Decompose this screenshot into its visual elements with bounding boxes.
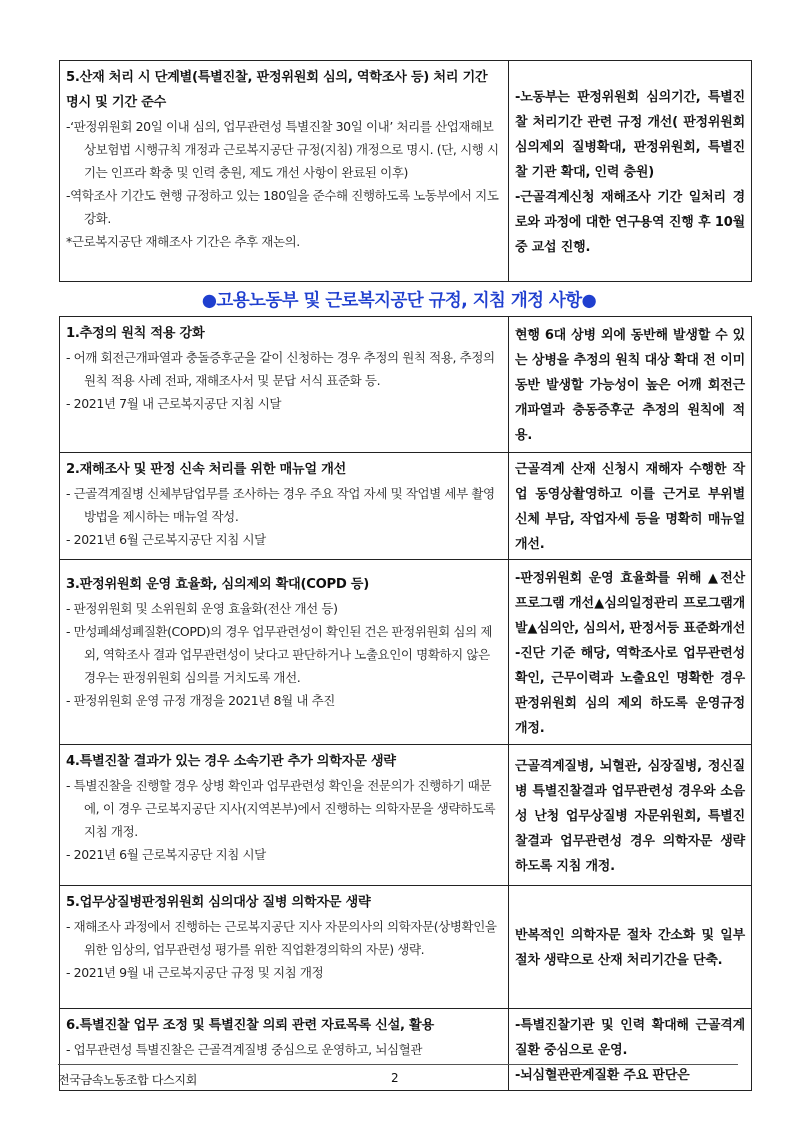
item-response-text: -판정위원회 운영 효율화를 위해 ▲전산프로그램 개선▲심의일정관리 프로그램개발▲심의안, 심의서, 판정서등 표준화개선 -진단 기준 해당, 역학조사로 업무관련성 확인, 근무이력과 노출요인 명확한 경우 판정위원회 심의 제외 하도록 운영규정 개정. <box>515 570 745 736</box>
top-item-content <box>60 61 509 282</box>
item-line: - 어깨 회전근개파열과 충돌증후군을 같이 신청하는 경우 추정의 원칙 적용, 추정의 원칙 적용 사례 전파, 재해조사서 및 문답 서식 표준화 등. <box>66 350 495 388</box>
item-response-text: 반복적인 의학자문 절차 간소화 및 일부 절차 생략으로 산재 처리기간을 단축. <box>515 928 745 968</box>
footer-organization: 전국금속노동조합 다스지회 <box>58 1073 198 1087</box>
item-content <box>60 560 509 745</box>
item-line: - 특별진찰을 진행할 경우 상병 확인과 업무관련성 확인을 전문의가 진행하기 때문에, 이 경우 근로복지공단 지사(지역본부)에서 진행하는 의학자문을 생략하도록 지침 개정. <box>66 778 496 839</box>
item-line: - 2021년 6월 근로복지공단 지침 시달 <box>66 847 266 862</box>
item-content <box>60 453 509 560</box>
table-row <box>60 61 752 282</box>
item-response <box>509 745 752 886</box>
item-line: - 판정위원회 운영 규정 개정을 2021년 8월 내 추진 <box>66 693 335 708</box>
item-line: - 만성폐쇄성폐질환(COPD)의 경우 업무관련성이 확인된 건은 판정위원회 심의 제외, 역학조사 결과 업무관련성이 낮다고 판단하거나 노출요인이 명확하지 않은 경우는 판정위원회 심의를 거치도록 개선. <box>66 624 493 685</box>
top-table <box>59 60 752 282</box>
item-line: - 판정위원회 및 소위원회 운영 효율화(전산 개선 등) <box>66 601 338 616</box>
top-item-title: 5.산재 처리 시 단계별(특별진찰, 판정위원회 심의, 역학조사 등) 처리 기간 명시 및 기간 준수 <box>66 70 488 110</box>
section-banner: ●고용노동부 및 근로복지공단 규정, 지침 개정 사항● <box>201 291 597 311</box>
item-response <box>509 886 752 1009</box>
table-row <box>60 453 752 560</box>
item-response <box>509 560 752 745</box>
page-number: 2 <box>391 1071 399 1085</box>
item-line: - 2021년 6월 근로복지공단 지침 시달 <box>66 532 266 547</box>
item-title: 1.추정의 원칙 적용 강화 <box>66 326 205 341</box>
item-line: - 업무관련성 특별진찰은 근골격계질병 중심으로 운영하고, 뇌심혈관 <box>66 1042 423 1057</box>
item-response-text: -특별진찰기관 및 인력 확대해 근골격계질환 중심으로 운영. -뇌심혈관관계질환 주요 판단은 <box>515 1018 745 1083</box>
item-title: 4.특별진찰 결과가 있는 경우 소속기관 추가 의학자문 생략 <box>66 754 396 769</box>
top-item-line: -‘판정위원회 20일 이내 심의, 업무관련성 특별진찰 30일 이내’ 처리를 산업재해보상보험법 시행규칙 개정과 근로복지공단 규정(지침) 개정으로 명시. (단, 시행 시기는 인프라 확충 및 인력 충원, 제도 개선 사항이 완료된 이후) <box>66 119 499 180</box>
regulation-table <box>59 316 752 1091</box>
item-line: - 2021년 9월 내 근로복지공단 규정 및 지침 개정 <box>66 965 324 980</box>
item-content <box>60 886 509 1009</box>
page-footer <box>58 1064 738 1089</box>
item-title: 6.특별진찰 업무 조정 및 특별진찰 의뢰 관련 자료목록 신설, 활용 <box>66 1018 434 1033</box>
item-response-text: 현행 6대 상병 외에 동반해 발생할 수 있는 상병을 추정의 원칙 대상 확대 전 이미 동반 발생할 가능성이 높은 어깨 회전근개파열과 충동증후군 추정의 원칙에 적용. <box>515 328 745 443</box>
item-title: 2.재해조사 및 판정 신속 처리를 위한 매뉴얼 개선 <box>66 462 346 477</box>
top-item-response-text: -노동부는 판정위원회 심의기간, 특별진찰 처리기간 관련 규정 개선( 판정위원회 심의제외 질병확대, 판정위원회, 특별진찰 기관 확대, 인력 충원) -근골격계신청 재해조사 기간 일처리 경로와 과정에 대한 연구용역 진행 후 10월 중 교섭 진행. <box>515 89 745 255</box>
item-response <box>509 453 752 560</box>
item-line: - 2021년 7월 내 근로복지공단 지침 시달 <box>66 396 282 411</box>
table-row <box>60 886 752 1009</box>
item-content <box>60 745 509 886</box>
top-item-line: -역학조사 기간도 현행 규정하고 있는 180일을 준수해 진행하도록 노동부에서 지도 강화. <box>66 188 499 226</box>
item-title: 5.업무상질병판정위원회 심의대상 질병 의학자문 생략 <box>66 895 371 910</box>
item-content <box>60 317 509 453</box>
item-response <box>509 317 752 453</box>
item-title: 3.판정위원회 운영 효율화, 심의제외 확대(COPD 등) <box>66 577 369 592</box>
table-row <box>60 560 752 745</box>
top-item-note: *근로복지공단 재해조사 기간은 추후 재논의. <box>66 234 300 249</box>
table-row <box>60 745 752 886</box>
item-line: - 근골격계질병 신체부담업무를 조사하는 경우 주요 작업 자세 및 작업별 세부 촬영방법을 제시하는 매뉴얼 작성. <box>66 486 495 524</box>
table-row <box>60 317 752 453</box>
item-line: - 재해조사 과정에서 진행하는 근로복지공단 지사 자문의사의 의학자문(상병확인을 위한 임상의, 업무관련성 평가를 위한 직업환경의학의 자문) 생략. <box>66 919 497 957</box>
item-response-text: 근골격계 산재 신청시 재해자 수행한 작업 동영상촬영하고 이를 근거로 부위별 신체 부담, 작업자세 등을 명확히 매뉴얼 개선. <box>515 462 745 552</box>
item-response-text: 근골격계질병, 뇌혈관, 심장질병, 정신질병 특별진찰결과 업무관련성 경우와 소음성 난청 업무상질병 자문위원회, 특별진찰결과 업무관련성 경우 의학자문 생략 하도록 지침 개정. <box>515 758 745 874</box>
top-item-response <box>509 61 752 282</box>
